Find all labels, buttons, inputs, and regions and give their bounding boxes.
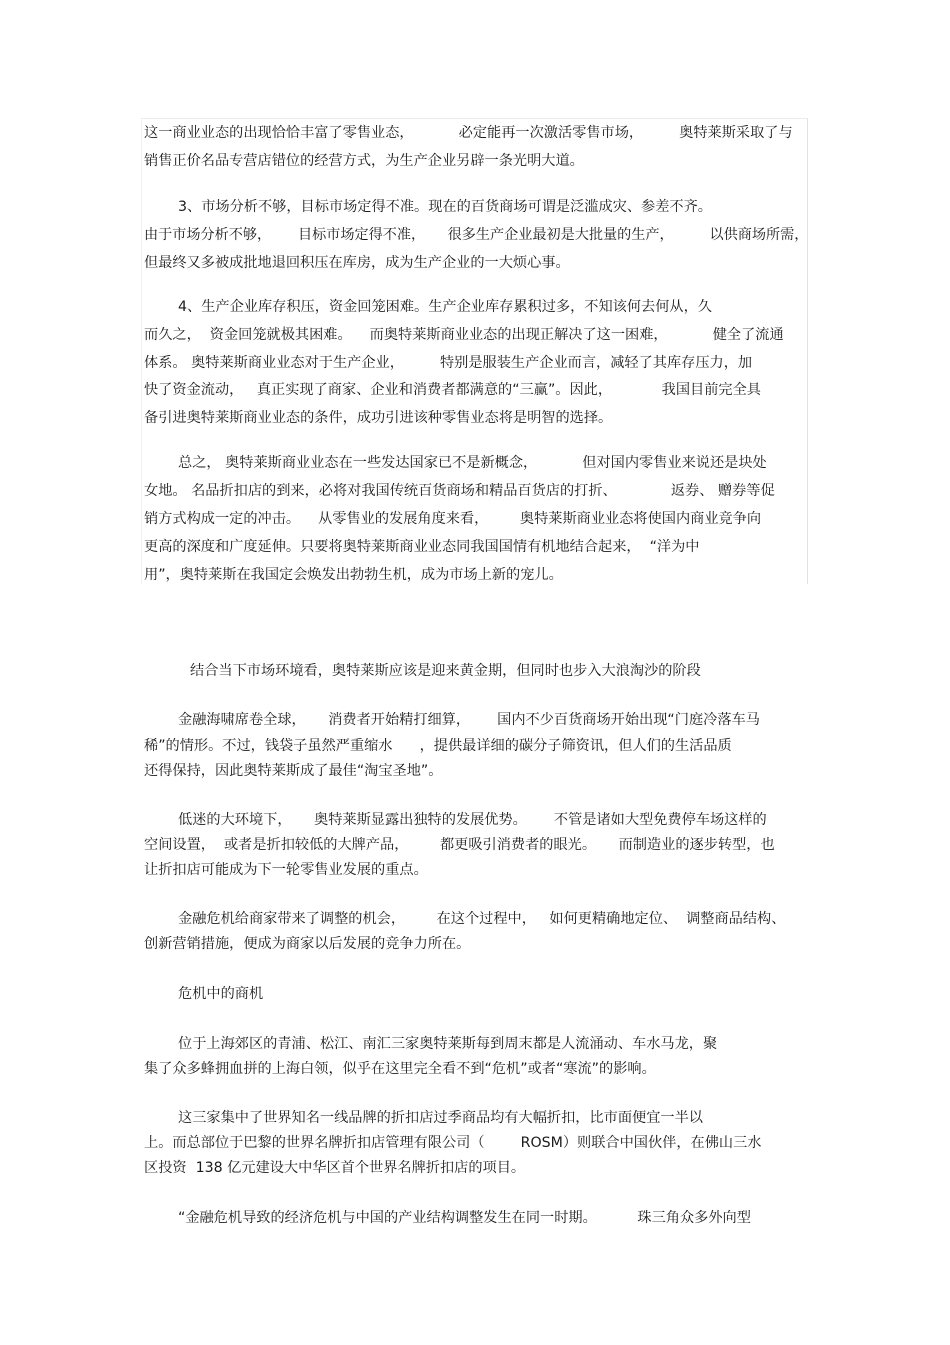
paragraph-line: 上。而总部位于巴黎的世界名牌折扣店管理有限公司（ ROSM）则联合中国伙伴，在佛山三水 <box>144 1135 762 1151</box>
paragraph-line: 销售正价名品专营店错位的经营方式，为生产企业另辟一条光明大道。 <box>144 153 584 169</box>
paragraph-line: 金融危机给商家带来了调整的机会， 在这个过程中， 如何更精确地定位、 调整商品结构、 <box>178 911 786 927</box>
paragraph-line: “金融危机导致的经济危机与中国的产业结构调整发生在同一时期。 珠三角众多外向型 <box>178 1210 751 1226</box>
paragraph-line: 这三家集中了世界知名一线品牌的折扣店过季商品均有大幅折扣，比市面便宜一半以 <box>178 1110 703 1126</box>
paragraph-line: 金融海啸席卷全球， 消费者开始精打细算， 国内不少百货商场开始出现“门庭冷落车马 <box>178 712 760 728</box>
paragraph-line: 备引进奥特莱斯商业业态的条件，成功引进该种零售业态将是明智的选择。 <box>144 410 613 426</box>
section-heading: 结合当下市场环境看，奥特莱斯应该是迎来黄金期，但同时也步入大浪淘沙的阶段 <box>190 663 701 679</box>
paragraph-line: 位于上海郊区的青浦、松江、南汇三家奥特莱斯每到周末都是人流涌动、车水马龙，聚 <box>178 1036 718 1052</box>
paragraph-line: 让折扣店可能成为下一轮零售业发展的重点。 <box>144 862 428 878</box>
paragraph-line: 集了众多蜂拥血拼的上海白领，似乎在这里完全看不到“危机”或者“寒流”的影响。 <box>144 1061 656 1077</box>
paragraph-line: 还得保持，因此奥特莱斯成了最佳“淘宝圣地”。 <box>144 763 443 779</box>
paragraph-line: 但最终又多被成批地退回积压在库房，成为生产企业的一大烦心事。 <box>144 255 570 271</box>
paragraph-line: 稀”的情形。不过，钱袋子虽然严重缩水 ，提供最详细的碳分子筛资讯，但人们的生活品质 <box>144 738 732 754</box>
paragraph-line: 销方式构成一定的冲击。 从零售业的发展角度来看， 奥特莱斯商业业态将使国内商业竞争向 <box>144 511 762 527</box>
paragraph-line: 这一商业业态的出现恰恰丰富了零售业态， 必定能再一次激活零售市场， 奥特莱斯采取了与 <box>144 125 793 141</box>
paragraph-line: 区投资 138 亿元建设大中华区首个世界名牌折扣店的项目。 <box>144 1160 526 1176</box>
paragraph-line: 创新营销措施，便成为商家以后发展的竞争力所在。 <box>144 936 471 952</box>
paragraph-line: 而久之， 资金回笼就极其困难。 而奥特莱斯商业业态的出现正解决了这一困难， 健全了流通 <box>144 327 784 343</box>
paragraph-line: 总之， 奥特莱斯商业业态在一些发达国家已不是新概念， 但对国内零售业来说还是块处 <box>178 455 767 471</box>
paragraph-line: 空间设置， 或者是折扣较低的大牌产品， 都更吸引消费者的眼光。 而制造业的逐步转型，也 <box>144 837 775 853</box>
paragraph-line: 更高的深度和广度延伸。只要将奥特莱斯商业业态同我国国情有机地结合起来， “洋为中 <box>144 539 700 555</box>
sub-heading: 危机中的商机 <box>178 986 264 1002</box>
paragraph-line: 4、生产企业库存积压，资金回笼困难。生产企业库存累积过多，不知该何去何从，久 <box>178 299 712 315</box>
paragraph-line: 体系。 奥特莱斯商业业态对于生产企业， 特别是服装生产企业而言，减轻了其库存压力，加 <box>144 355 753 371</box>
paragraph-line: 3、市场分析不够，目标市场定得不准。现在的百货商场可谓是泛滥成灾、参差不齐。 <box>178 199 712 215</box>
paragraph-line: 低迷的大环境下， 奥特莱斯显露出独特的发展优势。 不管是诸如大型免费停车场这样的 <box>178 812 767 828</box>
paragraph-line: 由于市场分析不够， 目标市场定得不准， 很多生产企业最初是大批量的生产， 以供商场所需， <box>144 227 809 243</box>
paragraph-line: 女地。 名品折扣店的到来，必将对我国传统百货商场和精品百货店的打折、 返券、 赠券等促 <box>144 483 775 499</box>
paragraph-line: 快了资金流动， 真正实现了商家、企业和消费者都满意的“三赢”。因此， 我国目前完全具 <box>144 382 761 398</box>
paragraph-line: 用”，奥特莱斯在我国定会焕发出勃勃生机，成为市场上新的宠儿。 <box>144 567 563 583</box>
